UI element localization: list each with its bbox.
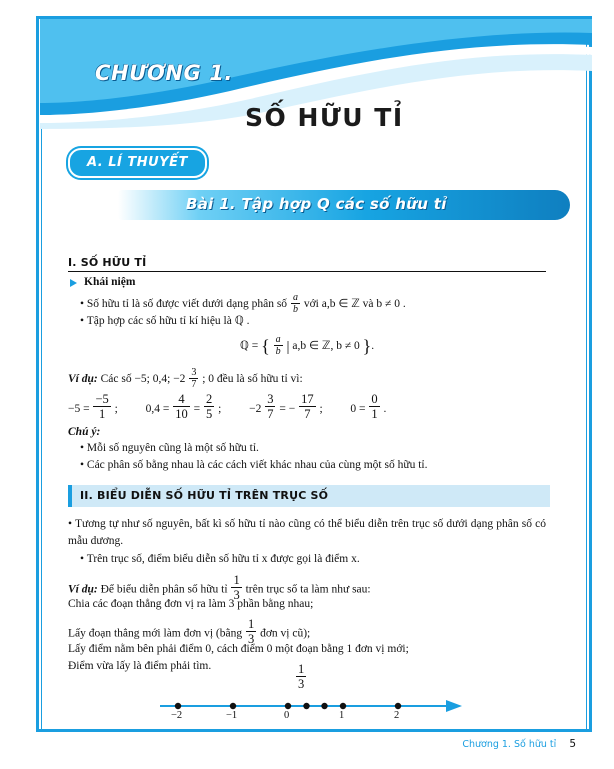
note-item-1: • Mỗi số nguyên cũng là một số hữu tỉ. [80,442,259,454]
number-line-axis [150,672,470,724]
part2-paragraph-1: • Tương tự như số nguyên, bất kì số hữu tỉ nào cũng có thể biểu diễn trên trục số dưới dạng phân số có mẫu dương. [68,518,546,547]
part2-paragraph-2: • Trên trục số, điểm biểu diễn số hữu tỉ x được gọi là điểm x. [80,553,360,565]
equation-3: −2 $\frac{3}{7}$ = − $\frac{17}{7}$ ; [249,392,323,421]
heading-part-1: I. SỐ HỮU TỈ [68,256,147,269]
part2-step-1: Chia các đoạn thẳng đơn vị ra làm 3 phần bằng nhau; [68,598,314,610]
note-item-2: • Các phân số bằng nhau là các cách viết khác nhau của cùng một số hữu tỉ. [80,459,428,471]
section-a-pill: A. LÍ THUYẾT [68,148,207,178]
fraction-a-over-b-formula: $\frac{a}{b}$ [275,334,281,358]
chapter-label: CHƯƠNG 1. [95,61,234,85]
example-tail-2: trên trục số ta làm như sau: [245,583,371,596]
number-line-marker-label [295,662,307,691]
fraction-1-over-3: $\frac{1}{3}$ [233,573,240,602]
heading-part-2: II. BIỂU DIỄN SỐ HỮU TỈ TRÊN TRỤC SỐ [68,485,550,507]
formula-rational-set [0,334,614,357]
vertical-bar: | [286,339,290,355]
formula-period: . [371,340,375,352]
example-label-2: Ví dụ: [68,583,98,596]
heading-part-1-rule [68,271,546,272]
chapter-title: SỐ HỮU TỈ [245,103,404,129]
number-line-figure [150,662,470,724]
part2-step-2-a: Lấy đoạn thẳng mới làm đơn vị (bằng [68,627,243,640]
fraction-minus5-over-1: $\frac{-5}{1}$ [95,392,109,421]
lesson-title: Bài 1. Tập hợp Q các số hữu tỉ [186,195,447,213]
number-line-tick-4: 2 [394,710,400,721]
equation-4: 0 = $\frac{0}{1}$ . [350,392,387,421]
fraction-1-over-3-numberline: $\frac{1}{3}$ [298,662,305,691]
fraction-2-over-5: $\frac{2}{5}$ [206,392,213,421]
part2-step-4: Điểm vừa lấy là điểm phải tìm. [68,660,212,672]
part1-bullet-1-tail: với a,b ∈ ℤ và b ≠ 0 . [303,298,406,310]
part2-step-2-b: đơn vị cũ); [260,627,311,640]
example-text-1: Các số −5; 0,4; −2 [100,373,186,385]
page-frame-bottom [36,729,592,732]
part1-example-line [68,367,303,390]
number-line-tick-2: 0 [284,710,290,721]
number-line-tick-1: −1 [226,710,238,721]
brace-close: } [362,336,372,356]
part1-bullet-1-text: • Số hữu tỉ là số được viết dưới dạng phân số [80,298,288,310]
fraction-3-over-7: $\frac{3}{7}$ [191,367,197,391]
example-label-1: Ví dụ: [68,373,98,385]
chapter-banner [40,19,592,129]
example-tail-1: ; 0 đều là số hữu tỉ vì: [202,373,303,385]
part1-bullet-2: • Tập hợp các số hữu tỉ kí hiệu là ℚ . [80,315,250,327]
note-label: Chú ý: [68,426,101,438]
fraction-3-over-7-eq: $\frac{3}{7}$ [267,392,274,421]
equation-2: 0,4 = $\frac{4}{10}$ = $\frac{2}{5}$ ; [145,392,222,421]
formula-open: ℚ = [239,340,259,352]
fraction-1-over-3-step: $\frac{1}{3}$ [247,617,255,646]
page-footer [462,738,576,750]
number-line-tick-0: −2 [171,710,183,721]
triangle-bullet-icon [70,279,77,287]
brace-open: { [261,336,270,356]
subheading-khai-niem: Khái niệm [84,276,136,288]
fraction-4-over-10: $\frac{4}{10}$ [175,392,188,421]
formula-condition: a,b ∈ ℤ, b ≠ 0 [292,340,360,352]
part1-bullet-1 [80,292,406,315]
part2-step-3: Lấy điểm nằm bên phải điểm 0, cách điểm 0 một đoạn bằng 1 đơn vị mới; [68,643,409,655]
fraction-0-over-1: $\frac{0}{1}$ [371,392,378,421]
example-text-2: Để biểu diễn phân số hữu tỉ [100,583,228,596]
part1-equations-row [68,392,386,421]
number-line-tick-3: 1 [339,710,345,721]
page-frame-left [36,16,39,732]
equation-1: −5 = $\frac{-5}{1}$ ; [68,392,118,421]
fraction-17-over-7: $\frac{17}{7}$ [301,392,314,421]
fraction-a-over-b: $\frac{a}{b}$ [292,292,298,316]
footer-text: Chương 1. Số hữu tỉ [462,739,557,750]
page-number: 5 [569,738,576,750]
